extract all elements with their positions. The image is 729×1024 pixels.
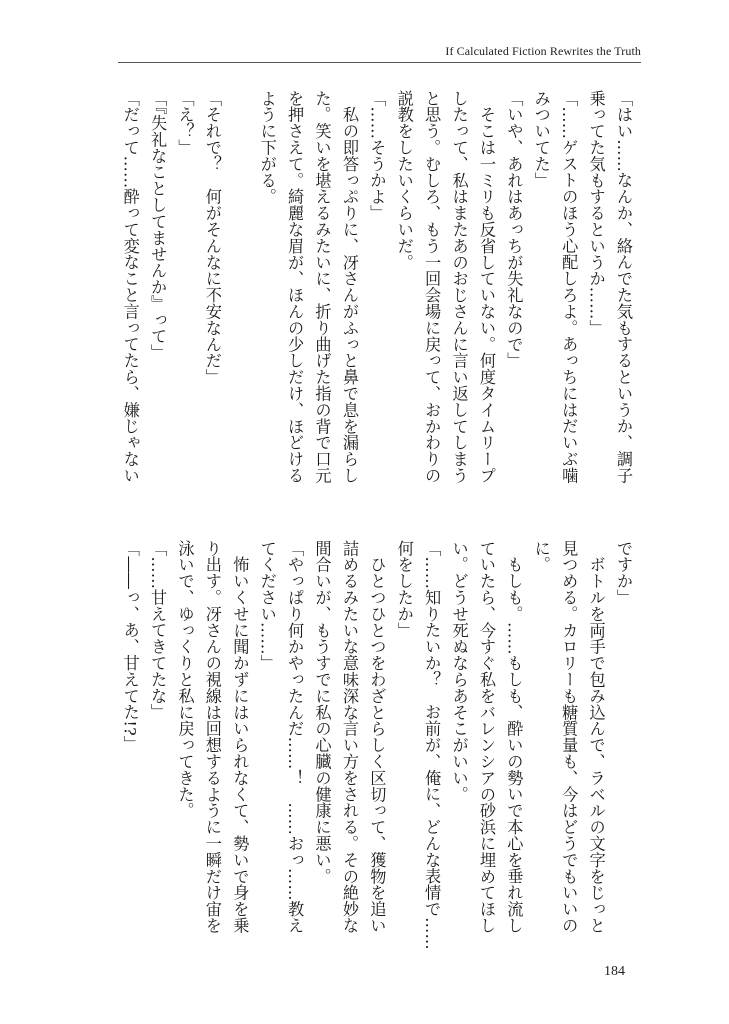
- text-line: 「……ゲストのほう心配しろよ。あっちにはだいぶ噛: [559, 90, 579, 484]
- text-line: 何をしたか」: [394, 540, 414, 639]
- text-line: もしも。……もしも、酔いの勢いで本心を垂れ流し: [504, 540, 524, 934]
- running-header: If Calculated Fiction Rewrites the Truth: [445, 44, 641, 58]
- text-line: 「やっぱり何かやったんだ……！ ……おっ……教え: [285, 540, 305, 934]
- text-line: 「『失礼なことしてませんか』って」: [148, 90, 168, 361]
- text-line: ていたら、今すぐ私をバレンシアの砂浜に埋めてほし: [476, 540, 496, 934]
- text-line: 「……知りたいか？ お前が、俺に、どんな表情で……: [422, 540, 442, 950]
- text-line: てください……」: [257, 540, 277, 672]
- text-line: 「いや、あれはあっちが失礼なので」: [504, 90, 524, 369]
- text-line: 「だって……酔って変なこと言ってたら、嫌じゃない: [120, 90, 140, 484]
- text-line: 「はい……なんか、絡んでた気もするというか、調子: [614, 90, 633, 484]
- text-line: を押さえて。綺麗な眉が、ほんの少しだけ、ほどける: [285, 90, 305, 484]
- text-line: 泳いで、ゆっくりと私に戻ってきた。: [175, 540, 195, 819]
- page-number: 184: [604, 964, 625, 979]
- lower-text-block: [116, 540, 637, 950]
- header-rule: [118, 62, 641, 63]
- text-line: したって、私はまたあのおじさんに言い返してしまう: [449, 90, 469, 484]
- text-line: 見つめる。カロリーも糖質量も、今はどうでもいいの: [559, 540, 579, 934]
- text-line: 「……そうかよ」: [367, 90, 387, 222]
- upper-text-block: [116, 90, 637, 490]
- text-line: 「え？」: [175, 90, 195, 156]
- text-line: ですか」: [614, 540, 633, 606]
- text-line: 私の即答っぷりに、冴さんがふっと鼻で息を漏らし: [339, 90, 359, 484]
- text-line: 間合いが、もうすでに私の心臓の健康に悪い。: [312, 540, 332, 885]
- text-line: ように下がる。: [257, 90, 277, 205]
- text-line: た。笑いを堪えるみたいに、折り曲げた指の背で口元: [312, 90, 332, 484]
- text-line: ひとつひとつをわざとらしく区切って、獲物を追い: [367, 540, 387, 934]
- text-line: 「……甘えてきてたな」: [148, 540, 168, 721]
- text-line: 乗ってた気もするというか……」: [586, 90, 606, 336]
- text-line: [226, 90, 253, 490]
- text-line: ボトルを両手で包み込んで、ラベルの文字をじっと: [586, 540, 606, 934]
- text-line: 「それで？ 何がそんなに不安なんだ」: [202, 90, 222, 386]
- text-line: 怖いくせに聞かずにはいられなくて、勢いで身を乗: [230, 540, 250, 934]
- text-line: に。: [531, 540, 551, 573]
- text-line: みついてた」: [531, 90, 551, 189]
- text-line: 説教をしたいくらいだ。: [394, 90, 414, 271]
- text-line: 詰めるみたいな意味深な言い方をされる。その絶妙な: [339, 540, 359, 934]
- text-line: 「――っ、あ、甘えてた!?」: [120, 540, 140, 753]
- text-line: り出す。冴さんの視線は回想するように一瞬だけ宙を: [202, 540, 222, 934]
- text-line: い。どうせ死ぬならあそこがいい。: [449, 540, 469, 803]
- text-line: そこは一ミリも反省していない。何度タイムリープ: [476, 90, 496, 484]
- text-line: と思う。むしろ、もう一回会場に戻って、おかわりの: [422, 90, 442, 484]
